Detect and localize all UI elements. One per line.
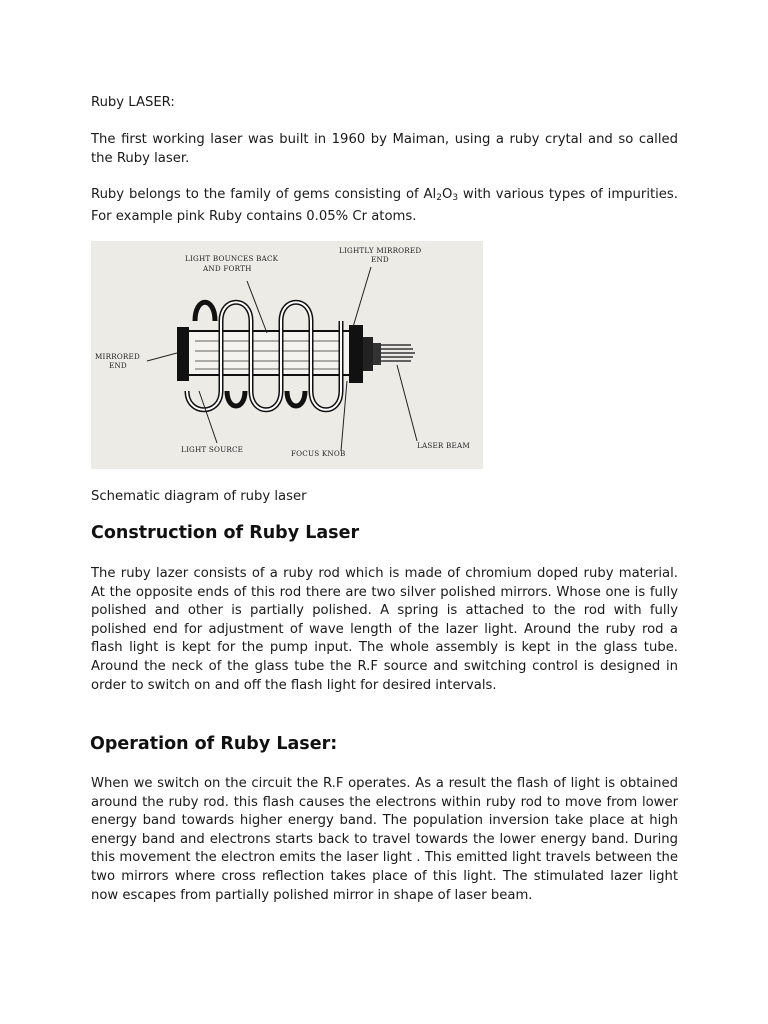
- label-light-bounces-1: LIGHT BOUNCES BACK: [185, 254, 279, 263]
- intro-paragraph-1: The first working laser was built in 1960 by Maiman, using a ruby crytal and so called the Ruby laser.: [91, 132, 678, 166]
- construction-heading: Construction of Ruby Laser: [91, 523, 360, 543]
- focus-collar: [363, 337, 373, 371]
- ruby-laser-schematic-svg: [91, 241, 483, 469]
- figure-caption: Schematic diagram of ruby laser: [91, 489, 307, 504]
- formula-o: O: [441, 187, 453, 202]
- label-light-source: LIGHT SOURCE: [181, 445, 244, 454]
- ruby-rod: [183, 331, 353, 375]
- ruby-laser-diagram: [91, 241, 483, 469]
- label-laser-beam: LASER BEAM: [417, 441, 470, 450]
- neck: [373, 343, 381, 365]
- doc-title: Ruby LASER:: [91, 95, 175, 110]
- operation-heading: Operation of Ruby Laser:: [90, 734, 338, 754]
- mirrored-end-plate: [177, 327, 189, 381]
- intro-p2-prefix: Ruby belongs to the family of gems consisting of Al: [91, 187, 437, 202]
- label-light-bounces-2: AND FORTH: [203, 264, 252, 273]
- intro-p2-suffix: with various types of impurities. For example pink Ruby contains 0.05% Cr atoms.: [91, 187, 678, 224]
- label-focus-knob: FOCUS KNOB: [291, 449, 346, 458]
- operation-paragraph: When we switch on the circuit the R.F operates. As a result the flash of light is obtained around the ruby rod. this flash causes the electrons within ruby rod to move from lower energy band towards higher energy band. The population inversion take place at high energy band and electrons starts back to travel towards the lower energy band. During this movement the electron emits the laser light . This emitted light travels between the two mirrors where cross reflection takes place of this light. The stimulated lazer light now escapes from partially polished mirror in shape of laser beam.: [91, 776, 678, 903]
- label-mirrored-1: MIRRORED: [95, 352, 140, 361]
- label-lightly-mirrored-2: END: [371, 255, 389, 264]
- laser-beam-lines: [381, 345, 415, 361]
- label-mirrored-2: END: [109, 361, 127, 370]
- formula-sub-2: 2: [436, 193, 442, 203]
- label-lightly-mirrored-1: LIGHTLY MIRRORED: [339, 246, 422, 255]
- formula-sub-3: 3: [452, 193, 459, 203]
- lightly-mirrored-end-plate: [349, 325, 363, 383]
- construction-paragraph: The ruby lazer consists of a ruby rod which is made of chromium doped ruby material. At the opposite ends of this rod there are two silver polished mirrors. Whose one is fully polished and other is partially polished. A spring is attached to the rod with fully polished end for adjustment of wave length of the lazer light. Around the ruby rod a flash light is kept for the pump input. The whole assembly is kept in the glass tube. Around the neck of the glass tube the R.F source and switching control is designed in order to switch on and off the flash light for desired intervals.: [91, 566, 678, 693]
- intro-paragraph-2: [91, 186, 678, 226]
